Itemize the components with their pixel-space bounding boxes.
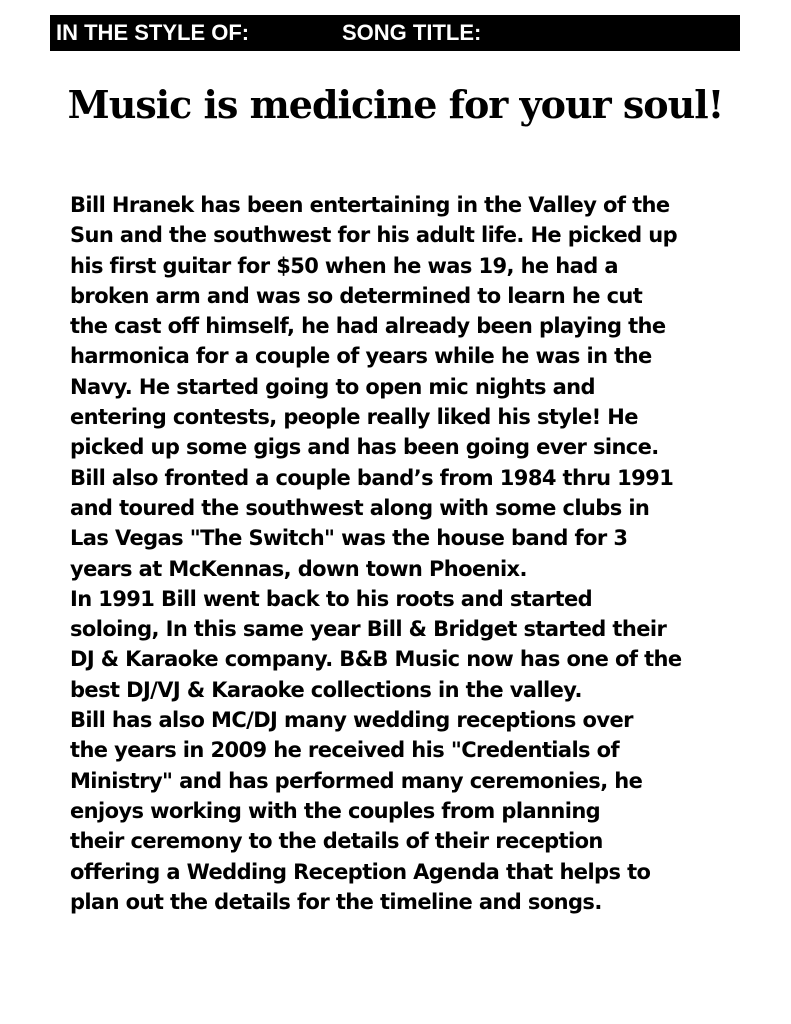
bio-line: entering contests, people really liked his style! He bbox=[70, 405, 638, 430]
bio-line: plan out the details for the timeline and songs. bbox=[70, 889, 602, 914]
bio-line: Las Vegas "The Switch" was the house band for 3 bbox=[70, 526, 628, 551]
bio-line: soloing, In this same year Bill & Bridget started their bbox=[70, 617, 667, 642]
bio-line: DJ & Karaoke company. B&B Music now has one of the bbox=[70, 647, 682, 672]
bio-line: harmonica for a couple of years while he was in the bbox=[70, 344, 652, 369]
bio-line: Ministry" and has performed many ceremonies, he bbox=[70, 768, 643, 793]
bio-line: offering a Wedding Reception Agenda that helps to bbox=[70, 859, 651, 884]
bio-text bbox=[70, 190, 760, 917]
bio-line: Bill has also MC/DJ many wedding receptions over bbox=[70, 708, 633, 733]
bio-line: In 1991 Bill went back to his roots and started bbox=[70, 586, 593, 611]
bio-line: Bill also fronted a couple band’s from 1984 thru 1991 bbox=[70, 465, 674, 490]
bio-line: the cast off himself, he had already been playing the bbox=[70, 314, 666, 339]
bio-line: Sun and the southwest for his adult life. He picked up bbox=[70, 223, 678, 248]
bio-line: and toured the southwest along with some clubs in bbox=[70, 495, 650, 520]
bio-line: years at McKennas, down town Phoenix. bbox=[70, 556, 527, 581]
page-headline: Music is medicine for your soul! bbox=[67, 82, 724, 127]
bio-line: best DJ/VJ & Karaoke collections in the valley. bbox=[70, 677, 582, 702]
bio-line: his first guitar for $50 when he was 19, he had a bbox=[70, 253, 618, 278]
bio-line: broken arm and was so determined to learn he cut bbox=[70, 283, 643, 308]
bio-line: Bill Hranek has been entertaining in the Valley of the bbox=[70, 193, 670, 217]
bio-line: picked up some gigs and has been going ever since. bbox=[70, 435, 659, 460]
bio-line: enjoys working with the couples from planning bbox=[70, 798, 601, 823]
bio-line: Navy. He started going to open mic nights and bbox=[70, 374, 595, 399]
style-label: IN THE STYLE OF: bbox=[56, 20, 250, 45]
bio-line: the years in 2009 he received his "Credentials of bbox=[70, 738, 620, 763]
bio-line: their ceremony to the details of their reception bbox=[70, 829, 603, 854]
header-bar bbox=[50, 15, 740, 51]
song-title-label: SONG TITLE: bbox=[342, 20, 482, 45]
